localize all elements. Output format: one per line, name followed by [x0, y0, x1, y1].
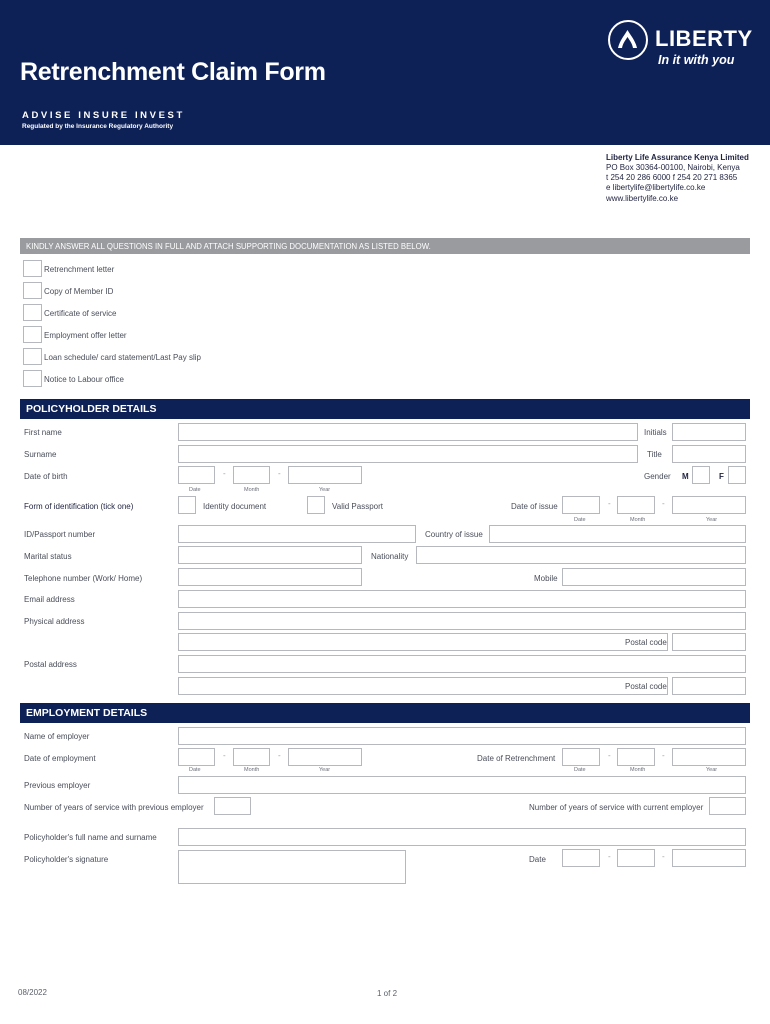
date-sublabel: Date [189, 487, 201, 493]
postal-code-label: Postal code [625, 638, 667, 647]
surname-label: Surname [24, 450, 57, 459]
years-previous-label: Number of years of service with previous employer [24, 803, 204, 812]
dob-label: Date of birth [24, 472, 68, 481]
id-number-label: ID/Passport number [24, 530, 96, 539]
mobile-field[interactable] [562, 568, 746, 586]
employer-label: Name of employer [24, 732, 90, 741]
country-of-issue-field[interactable] [489, 525, 746, 543]
marital-status-label: Marital status [24, 552, 72, 561]
signature-field[interactable] [178, 850, 406, 884]
initials-field[interactable] [672, 423, 746, 441]
date-sublabel: Date [574, 517, 586, 523]
year-sublabel: Year [319, 487, 331, 493]
first-name-label: First name [24, 428, 62, 437]
gender-female-label: F [719, 472, 724, 481]
company-website: www.libertylife.co.ke [606, 194, 679, 203]
employer-field[interactable] [178, 727, 746, 745]
valid-passport-checkbox[interactable] [307, 496, 325, 514]
tagline: ADVISE INSURE INVEST [22, 110, 185, 121]
month-sublabel: Month [630, 767, 646, 773]
checkbox-certificate-of-service[interactable] [23, 304, 42, 321]
company-name: Liberty Life Assurance Kenya Limited [606, 153, 749, 162]
employment-month-field[interactable] [233, 748, 270, 766]
previous-employer-label: Previous employer [24, 781, 91, 790]
date-of-retrenchment-label: Date of Retrenchment [477, 754, 556, 763]
brand-name: LIBERTY [655, 26, 753, 51]
date-separator: - [278, 751, 281, 760]
retrenchment-year-field[interactable] [672, 748, 746, 766]
title-label: Title [647, 450, 662, 459]
postal-code-field[interactable] [672, 677, 746, 695]
employment-year-field[interactable] [288, 748, 362, 766]
year-sublabel: Year [706, 517, 718, 523]
date-separator: - [223, 469, 226, 478]
telephone-field[interactable] [178, 568, 362, 586]
signature-year-field[interactable] [672, 849, 746, 867]
dob-day-field[interactable] [178, 466, 215, 484]
previous-employer-field[interactable] [178, 776, 746, 794]
checkbox-member-id[interactable] [23, 282, 42, 299]
document-label: Certificate of service [44, 309, 117, 318]
document-label: Copy of Member ID [44, 287, 114, 296]
dob-month-field[interactable] [233, 466, 270, 484]
surname-field[interactable] [178, 445, 638, 463]
checkbox-retrenchment-letter[interactable] [23, 260, 42, 277]
identity-document-checkbox[interactable] [178, 496, 196, 514]
issue-year-field[interactable] [672, 496, 746, 514]
date-separator: - [608, 751, 611, 760]
country-of-issue-label: Country of issue [425, 530, 483, 539]
month-sublabel: Month [244, 487, 260, 493]
id-number-field[interactable] [178, 525, 416, 543]
document-label: Loan schedule/ card statement/Last Pay slip [44, 353, 201, 362]
postal-address-label: Postal address [24, 660, 77, 669]
month-sublabel: Month [244, 767, 260, 773]
dob-year-field[interactable] [288, 466, 362, 484]
date-separator: - [223, 751, 226, 760]
physical-address-label: Physical address [24, 617, 85, 626]
date-separator: - [662, 852, 665, 861]
month-sublabel: Month [630, 517, 646, 523]
full-name-field[interactable] [178, 828, 746, 846]
mobile-label: Mobile [534, 574, 558, 583]
form-of-id-label: Form of identification (tick one) [24, 502, 134, 511]
signature-date-label: Date [529, 855, 546, 864]
liberty-logo-icon [608, 20, 648, 60]
date-of-employment-label: Date of employment [24, 754, 96, 763]
years-current-field[interactable] [709, 797, 746, 815]
gender-female-checkbox[interactable] [728, 466, 746, 484]
issue-month-field[interactable] [617, 496, 655, 514]
signature-month-field[interactable] [617, 849, 655, 867]
regulator-note: Regulated by the Insurance Regulatory Authority [22, 123, 174, 130]
year-sublabel: Year [319, 767, 331, 773]
postal-address-field-2[interactable] [178, 677, 668, 695]
checkbox-labour-notice[interactable] [23, 370, 42, 387]
full-name-label: Policyholder's full name and surname [24, 833, 157, 842]
initials-label: Initials [644, 428, 667, 437]
retrenchment-day-field[interactable] [562, 748, 600, 766]
date-separator: - [662, 499, 665, 508]
checkbox-loan-schedule[interactable] [23, 348, 42, 365]
signature-day-field[interactable] [562, 849, 600, 867]
physical-address-field-2[interactable] [178, 633, 668, 651]
document-label: Retrenchment letter [44, 265, 115, 274]
date-sublabel: Date [189, 767, 201, 773]
form-code: 08/2022 [18, 988, 47, 997]
employment-day-field[interactable] [178, 748, 215, 766]
brand-tagline: In it with you [658, 53, 735, 67]
document-label: Employment offer letter [44, 331, 127, 340]
date-separator: - [608, 852, 611, 861]
title-field[interactable] [672, 445, 746, 463]
date-separator: - [608, 499, 611, 508]
signature-label: Policyholder's signature [24, 855, 109, 864]
first-name-field[interactable] [178, 423, 638, 441]
gender-label: Gender [644, 472, 671, 481]
nationality-label: Nationality [371, 552, 409, 561]
email-field[interactable] [178, 590, 746, 608]
identity-document-label: Identity document [203, 502, 267, 511]
page-title: Retrenchment Claim Form [20, 58, 326, 86]
gender-male-label: M [682, 472, 689, 481]
years-current-label: Number of years of service with current employer [529, 803, 704, 812]
date-separator: - [662, 751, 665, 760]
instructions-bar: KINDLY ANSWER ALL QUESTIONS IN FULL AND ATTACH SUPPORTING DOCUMENTATION AS LISTED BELOW. [20, 238, 750, 254]
company-email: e libertylife@libertylife.co.ke [606, 183, 706, 192]
year-sublabel: Year [706, 767, 718, 773]
issue-day-field[interactable] [562, 496, 600, 514]
page-number: 1 of 2 [377, 989, 398, 998]
telephone-label: Telephone number (Work/ Home) [24, 574, 143, 583]
marital-status-field[interactable] [178, 546, 362, 564]
postal-code-label: Postal code [625, 682, 667, 691]
policyholder-section-heading: POLICYHOLDER DETAILS [20, 399, 750, 419]
date-sublabel: Date [574, 767, 586, 773]
company-phone: t 254 20 286 6000 f 254 20 271 8365 [606, 173, 738, 182]
valid-passport-label: Valid Passport [332, 502, 383, 511]
physical-postal-code-field[interactable] [672, 633, 746, 651]
nationality-field[interactable] [416, 546, 746, 564]
company-address: PO Box 30364-00100, Nairobi, Kenya [606, 163, 740, 172]
postal-address-field[interactable] [178, 655, 746, 673]
physical-address-field[interactable] [178, 612, 746, 630]
retrenchment-month-field[interactable] [617, 748, 655, 766]
employment-section-heading: EMPLOYMENT DETAILS [20, 703, 750, 723]
date-of-issue-label: Date of issue [511, 502, 558, 511]
gender-male-checkbox[interactable] [692, 466, 710, 484]
email-label: Email address [24, 595, 75, 604]
years-previous-field[interactable] [214, 797, 251, 815]
document-label: Notice to Labour office [44, 375, 124, 384]
checkbox-employment-offer[interactable] [23, 326, 42, 343]
date-separator: - [278, 469, 281, 478]
